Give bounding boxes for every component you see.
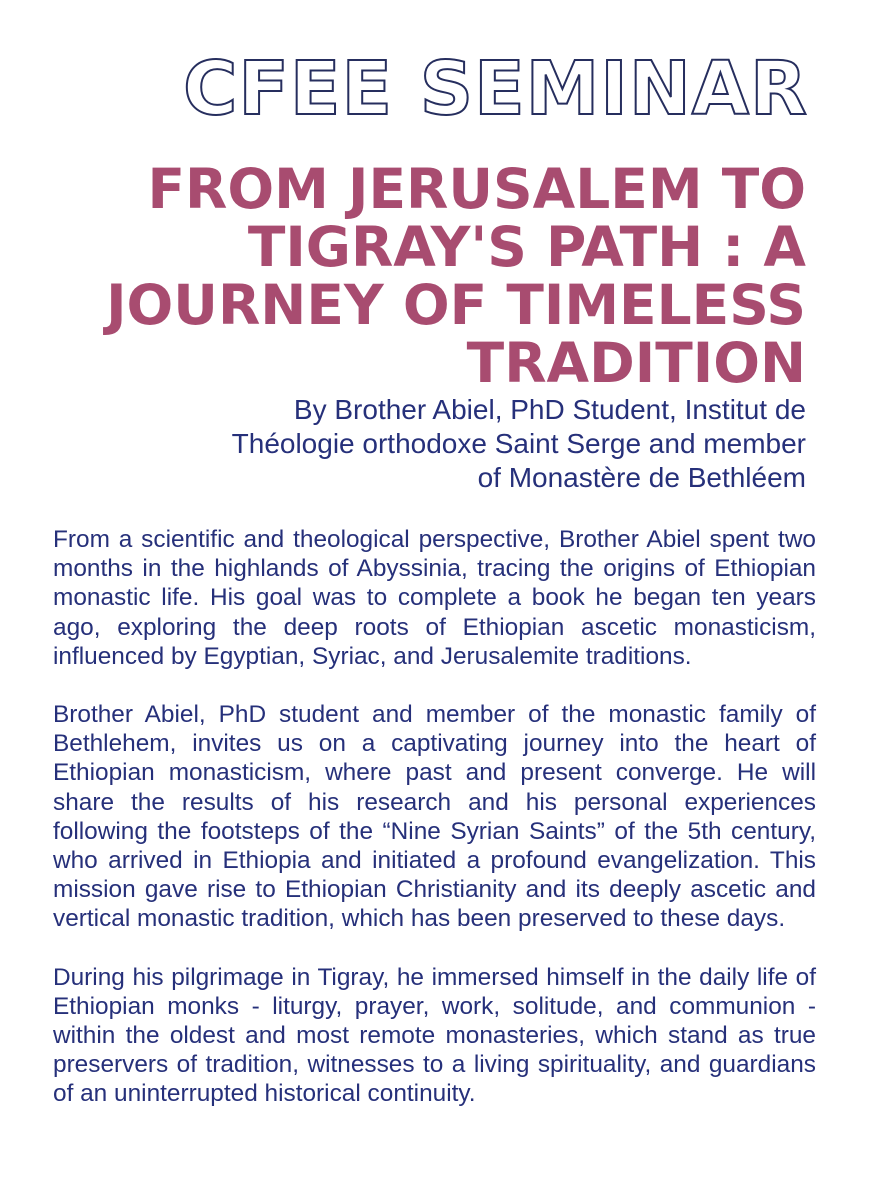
title-line: JOURNEY OF TIMELESS (106, 273, 806, 337)
title-line: TIGRAY'S PATH : A (247, 215, 806, 279)
description-body (53, 525, 816, 1138)
description-paragraph: During his pilgrimage in Tigray, he immersed himself in the daily life of Ethiopian monks - liturgy, prayer, work, solitude, and communion - within the oldest and most remote monasteries, which stand as true preservers of tradition, witnesses to a living spirituality, and guardians of an uninterrupted historical continuity. (53, 963, 816, 1108)
seminar-kicker: CFEE SEMINAR (183, 46, 808, 132)
title-line: FROM JERUSALEM TO (147, 157, 806, 221)
description-paragraph: Brother Abiel, PhD student and member of the monastic family of Bethlehem, invites us on a captivating journey into the heart of Ethiopian monasticism, where past and present converge. He will share the results of his research and his personal experiences following the footsteps of the “Nine Syrian Saints” of the 5th century, who arrived in Ethiopia and initiated a profound evangelization. This mission gave rise to Ethiopian Christianity and its deeply ascetic and vertical monastic tradition, which has been preserved to these days. (53, 701, 816, 933)
description-paragraph: From a scientific and theological perspective, Brother Abiel spent two months in the highlands of Abyssinia, tracing the origins of Ethiopian monastic life. His goal was to complete a book he began ten years ago, exploring the deep roots of Ethiopian ascetic monasticism, influenced by Egyptian, Syriac, and Jerusalemite traditions. (53, 526, 816, 670)
byline-line: Théologie orthodoxe Saint Serge and member (231, 428, 806, 459)
title-line: TRADITION (466, 331, 806, 395)
seminar-title (86, 157, 806, 395)
byline-line: of Monastère de Bethléem (477, 462, 806, 493)
byline-line: By Brother Abiel, PhD Student, Institut de (293, 394, 806, 425)
speaker-byline (86, 393, 806, 495)
